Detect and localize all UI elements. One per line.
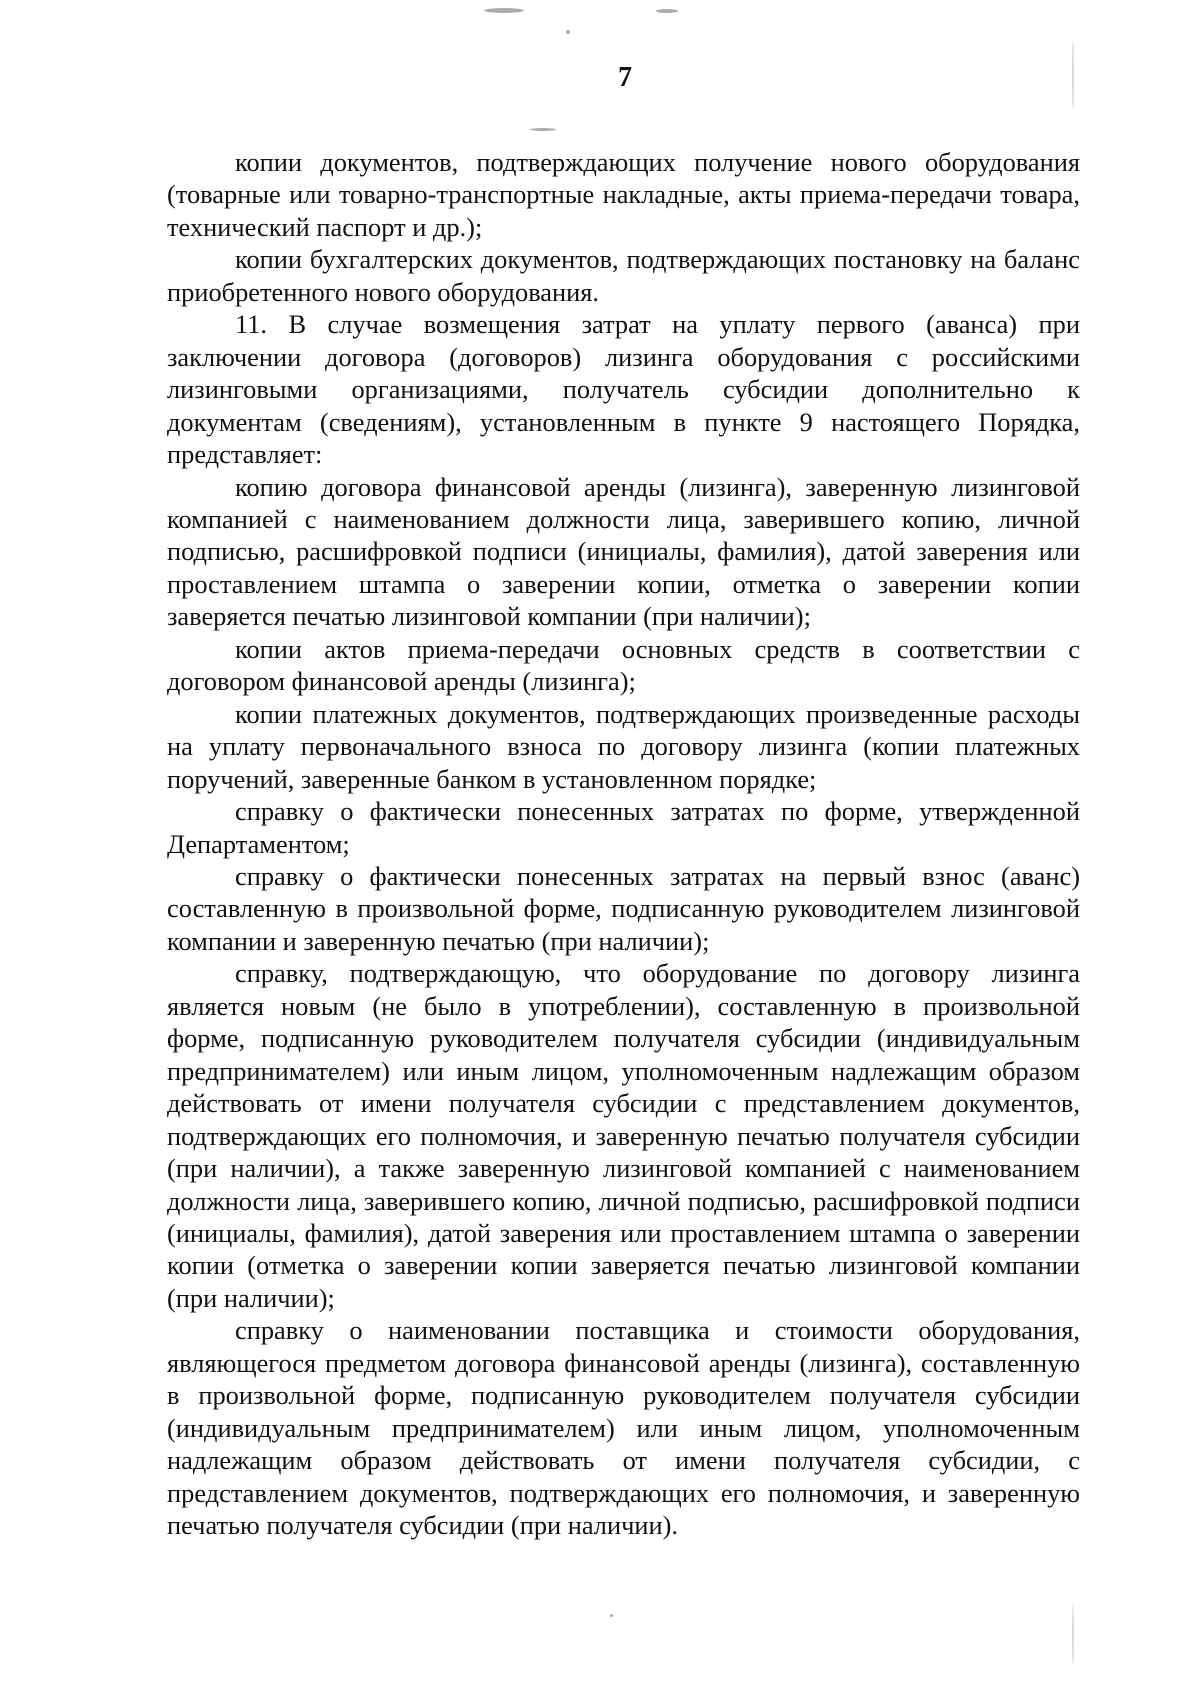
paragraph: копии актов приема-передачи основных средств в соответствии с договором финансовой аренды (лизинга); <box>167 633 1080 697</box>
scan-speck <box>656 9 678 13</box>
paragraph: справку, подтверждающую, что оборудование по договору лизинга является новым (не было в употреблении), составленную в произвольной форме, подписанную руководителем получателя субсидии (индивидуальным предпринимателем) или иным лицом, уполномоченным надлежащим образом действовать от имени получателя субсидии с представлением документов, подтверждающих его полномочия, и заверенную печатью получателя субсидии (при наличии), а также заверенную лизинговой компанией с наименованием должности лица, заверившего копию, личной подписью, расшифровкой подписи (инициалы, фамилия), датой заверения или проставлением штампа о заверении копии (отметка о заверении копии заверяется печатью лизинговой компании (при наличии); <box>167 958 1080 1313</box>
scan-speck <box>1072 1605 1074 1665</box>
scan-speck <box>484 8 524 13</box>
paragraph: копии бухгалтерских документов, подтверждающих постановку на баланс приобретенного нового оборудования. <box>167 244 1080 307</box>
page-number: 7 <box>618 62 632 93</box>
document-body <box>167 146 1080 1541</box>
paragraph: 11. В случае возмещения затрат на уплату первого (аванса) при заключении договора (договоров) лизинга оборудования с российскими лизинговыми организациями, получатель субсидии дополнительно к документам (сведениям), установленным в пункте 9 настоящего Порядка, представляет: <box>167 309 1080 470</box>
paragraph: копии платежных документов, подтверждающих произведенные расходы на уплату первоначального взноса по договору лизинга (копии платежных поручений, заверенные банком в установленном порядке; <box>167 698 1080 794</box>
paragraph: справку о наименовании поставщика и стоимости оборудования, являющегося предметом договора финансовой аренды (лизинга), составленную в произвольной форме, подписанную руководителем получателя субсидии (индивидуальным предпринимателем) или иным лицом, уполномоченным надлежащим образом действовать от имени получателя субсидии, с представлением документов, подтверждающих его полномочия, и заверенную печатью получателя субсидии (при наличии). <box>167 1315 1080 1541</box>
scan-speck <box>530 128 556 131</box>
paragraph: копии документов, подтверждающих получение нового оборудования (товарные или товарно-транспортные накладные, акты приема-передачи товара, технический паспорт и др.); <box>167 147 1080 242</box>
scan-speck <box>610 1614 613 1617</box>
paragraph: справку о фактически понесенных затратах по форме, утвержденной Департаментом; <box>167 796 1080 859</box>
paragraph: справку о фактически понесенных затратах на первый взнос (аванс) составленную в произвольной форме, подписанную руководителем лизинговой компании и заверенную печатью (при наличии); <box>167 860 1080 956</box>
paragraph: копию договора финансовой аренды (лизинга), заверенную лизинговой компанией с наименованием должности лица, заверившего копию, личной подписью, расшифровкой подписи (инициалы, фамилия), датой заверения или проставлением штампа о заверении копии, отметка о заверении копии заверяется печатью лизинговой компании (при наличии); <box>167 471 1080 632</box>
scan-speck <box>566 30 570 34</box>
